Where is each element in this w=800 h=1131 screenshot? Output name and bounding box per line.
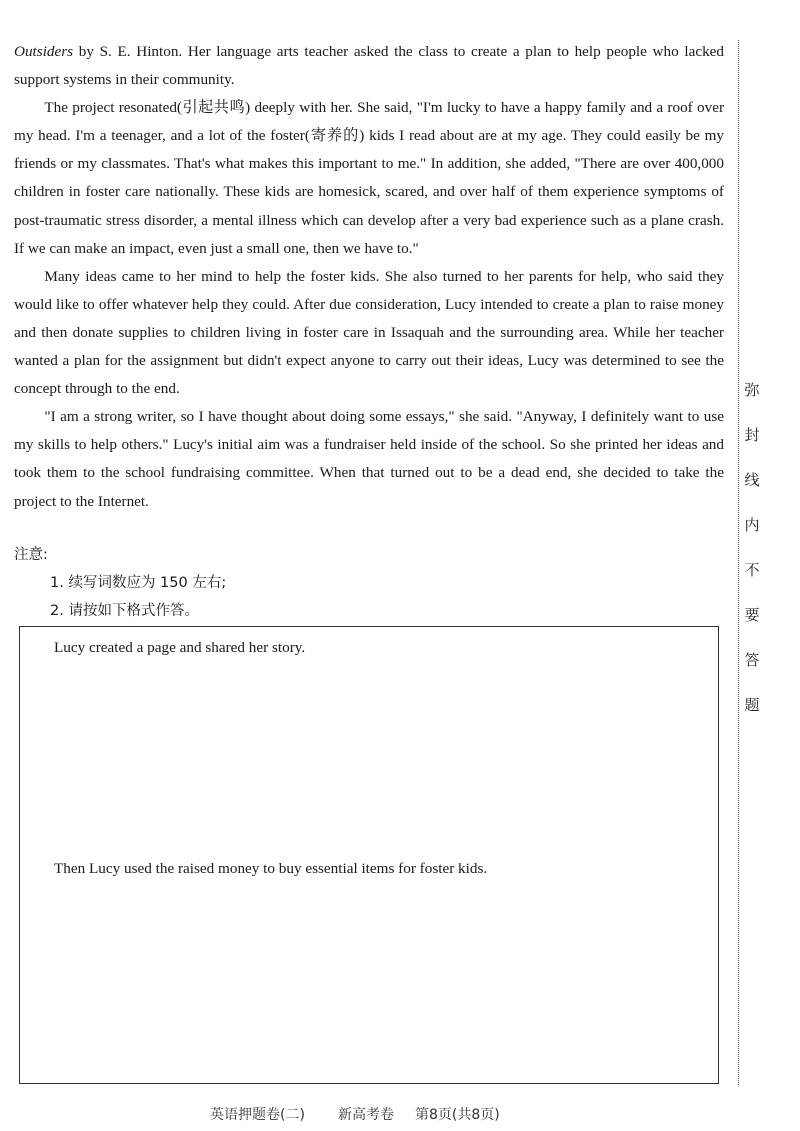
seal-char: 不 xyxy=(744,561,760,579)
page-footer xyxy=(210,1100,540,1128)
notes-item-2: 2. 请按如下格式作答。 xyxy=(50,603,199,619)
seal-line xyxy=(738,40,739,1085)
book-title: Outsiders xyxy=(14,43,74,60)
answer-opening-line-2: Then Lucy used the raised money to buy essential items for foster kids. xyxy=(54,860,488,877)
seal-line-warning xyxy=(742,380,762,740)
passage xyxy=(14,38,724,516)
passage-paragraph-1 xyxy=(14,38,724,94)
seal-char: 封 xyxy=(744,426,760,444)
answer-opening-line-1: Lucy created a page and shared her story. xyxy=(54,639,306,656)
seal-char: 答 xyxy=(744,651,760,669)
passage-paragraph-4: "I am a strong writer, so I have thought about doing some essays," she said. "Anyway, I definitely want to use my skills to help others." Lucy's initial aim was a fundraiser held inside of the school. So she printed her ideas and took them to the school fundraising committee. When that turned out to be a dead end, she decided to take the project to the Internet. xyxy=(14,408,724,510)
seal-char: 要 xyxy=(744,606,760,624)
footer-exam-name: 英语押题卷(二) xyxy=(210,1107,305,1123)
seal-char: 弥 xyxy=(744,381,760,399)
notes-title: 注意: xyxy=(14,547,48,563)
passage-paragraph-3: Many ideas came to her mind to help the foster kids. She also turned to her parents for help, who said they would like to offer whatever help they could. After due consideration, Lucy intended to create a plan to raise money and then donate supplies to children living in foster care in Issaquah and the surrounding area. While her teacher wanted a plan for the assignment but didn't expect anyone to carry out their ideas, Lucy was determined to see the concept through to the end. xyxy=(14,267,724,398)
seal-char: 线 xyxy=(744,471,760,489)
answer-box[interactable] xyxy=(19,626,719,1084)
passage-paragraph-1-text: by S. E. Hinton. Her language arts teacher asked the class to create a plan to help people who lacked support systems in their community. xyxy=(14,43,724,89)
passage-paragraph-2: The project resonated(引起共鸣) deeply with her. She said, "I'm lucky to have a happy family and a roof over my head. I'm a teenager, and a lot of the foster(寄养的) kids I read about are at my age. They could easily be my friends or my classmates. That's what makes this important to me." In addition, she added, "There are over 400,000 children in foster care nationally. These kids are homesick, scared, and over half of them experience symptoms of post-traumatic stress disorder, a mental illness which can develop after a very bad experience such as a plane crash. If we can make an impact, even just a small one, then we have to." xyxy=(14,99,724,257)
notes-section xyxy=(14,541,714,625)
seal-char: 内 xyxy=(744,516,760,534)
notes-item-1: 1. 续写词数应为 150 左右; xyxy=(50,575,227,591)
footer-exam-type: 新高考卷 xyxy=(338,1107,394,1123)
footer-page-number: 第8页(共8页) xyxy=(415,1107,500,1123)
seal-char: 题 xyxy=(744,696,760,714)
